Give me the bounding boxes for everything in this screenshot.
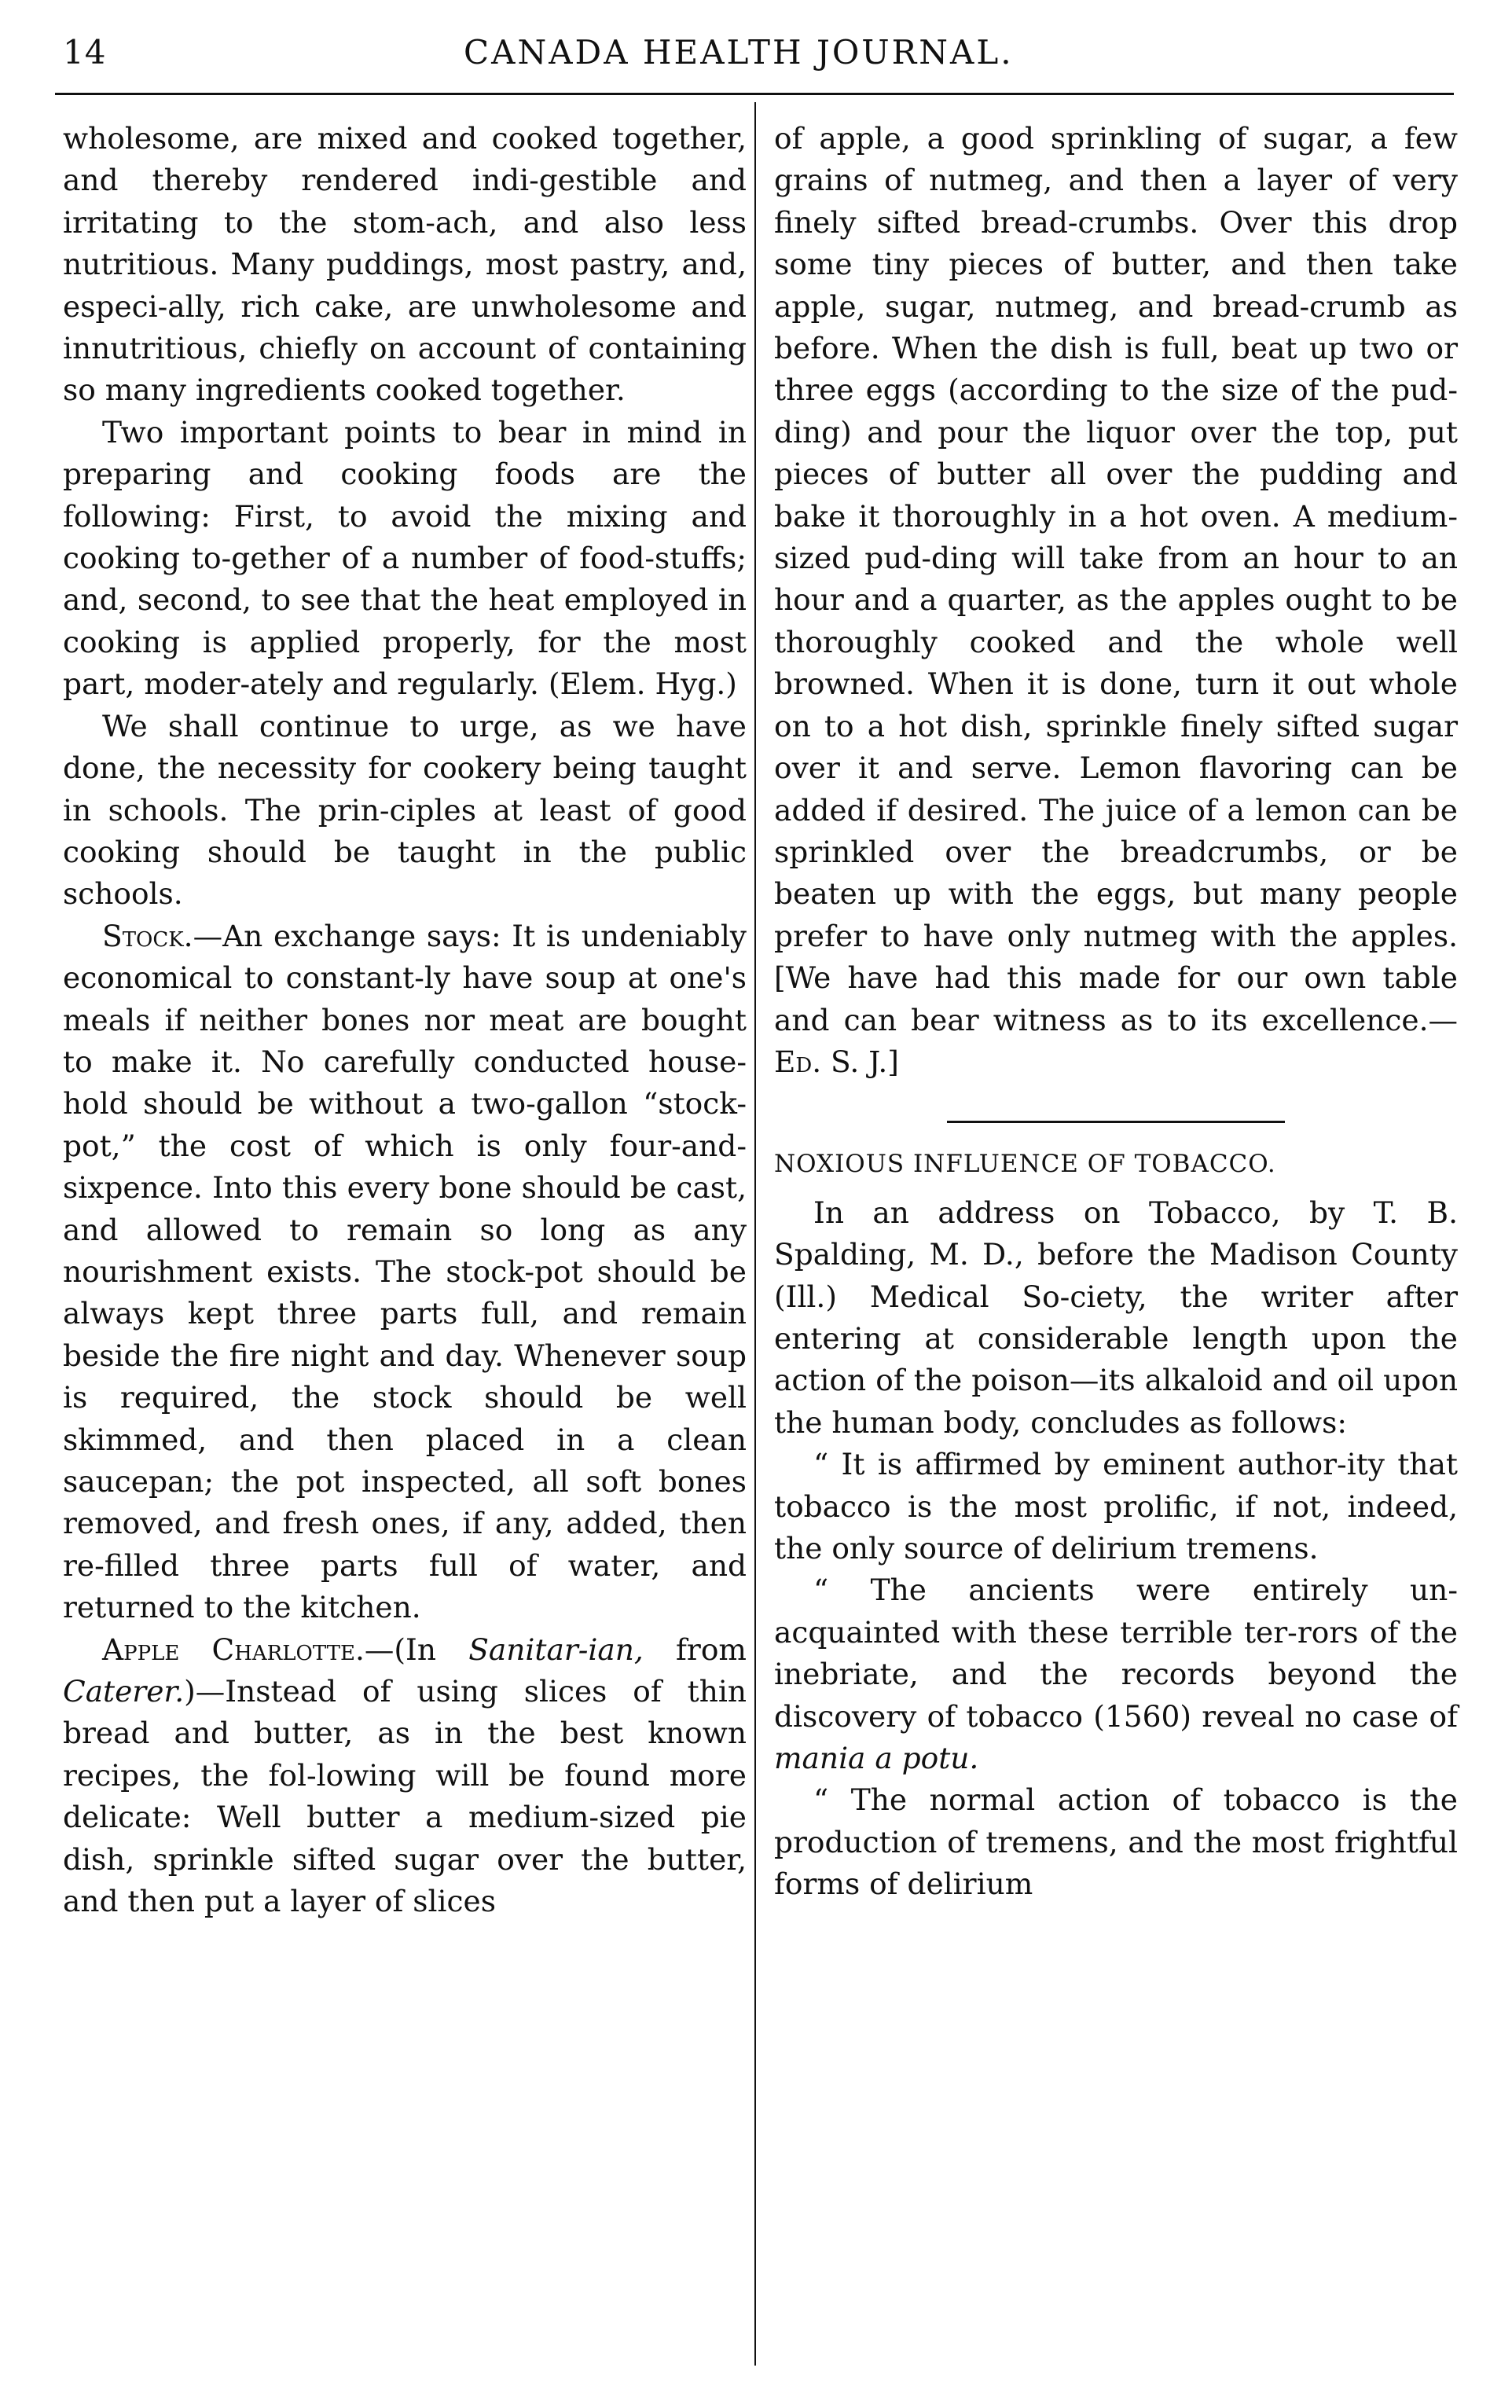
paragraph-apple-charlotte [63,1629,747,1923]
paragraph-cookery-schools: We shall continue to urge, as we have done, the necessity for cookery being taught in schools. The prin-ciples at least of good cooking should be taught in the public schools. [63,708,747,912]
page-header [55,33,1454,83]
editor-signature: Ed. S. J. [774,1044,888,1079]
source-caterer: Caterer. [63,1674,185,1709]
section-rule [947,1121,1285,1123]
paragraph-apple-charlotte-continued [774,118,1458,1083]
page-number: 14 [63,33,107,72]
left-column [63,118,747,1922]
header-rule [55,93,1454,95]
quote-2-text: “ The ancients were entirely un-acquainted with these terrible ter-rors of the inebriate, and the records beyond the discovery of tobacco (1560) reveal no case of [774,1573,1458,1734]
stock-text: —An exchange says: It is undeniably economical to constant-ly have soup at one's meals if neither bones nor meat are bought to make it. No carefully conducted house-hold should be without a two-gallon “stock-pot,” the cost of which is only four-and-sixpence. Into this every bone should be cast, and allowed to remain so long as any nourishment exists. The stock-pot should be always kept three parts full, and remain beside the fire night and day. Whenever soup is required, the stock should be well skimmed, and then placed in a clean saucepan; the pot inspected, all soft bones removed, and fresh ones, if any, added, then re-filled three parts full of water, and returned to the kitchen. [63,918,747,1625]
paragraph-tobacco-quote-1: “ It is affirmed by eminent author-ity that tobacco is the most prolific, if not, indeed, the only source of delirium tremens. [774,1447,1458,1566]
apple-from: from [643,1632,747,1667]
apple-charlotte-heading: Apple Charlotte. [102,1632,365,1667]
paragraph-tobacco-quote-3: “ The normal action of tobacco is the production of tremens, and the most frightful forms of delirium [774,1782,1458,1902]
apple-intro: —(In [364,1632,469,1667]
apple-continued-text: of apple, a good sprinkling of sugar, a few grains of nutmeg, and then a layer of very finely sifted bread-crumbs. Over this drop some tiny pieces of butter, and then take apple, sugar, nutmeg, and bread-crumb as before. When the dish is full, beat up two or three eggs (according to the size of the pud-ding) and pour the liquor over the top, put pieces of butter all over the pudding and bake it thoroughly in a hot oven. A medium-sized pud-ding will take from an hour to an hour and a quarter, as the apples ought to be thoroughly cooked and the whole well browned. When it is done, turn it out whole on to a hot dish, sprinkle finely sifted sugar over it and serve. Lemon flavoring can be added if desired. The juice of a lemon can be sprinkled over the breadcrumbs, or be beaten up with the eggs, but many people prefer to have only nutmeg with the apples. [We have had this made for our own table and can bear witness as to its excellence.— [774,121,1458,1037]
stock-heading: Stock. [102,918,193,953]
apple-text: )—Instead of using slices of thin bread and butter, as in the best known recipes, the fol-lowing will be found more delicate: Well butter a medium-sized pie dish, sprinkle sifted sugar over the butter, and then put a layer of slices [63,1674,747,1919]
section-title: NOXIOUS INFLUENCE OF TOBACCO. [774,1150,1276,1179]
paragraph-continued: wholesome, are mixed and cooked together, and thereby rendered indi-gestible and irritating to the stom-ach, and also less nutritious. Many puddings, most pastry, and, especi-ally, rich cake, are unwholesome and innutritious, chiefly on account of containing so many ingredients cooked together. [63,121,747,408]
column-divider [754,102,756,2366]
running-title: CANADA HEALTH JOURNAL. [464,33,1014,72]
paragraph-important-points: Two important points to bear in mind in preparing and cooking foods are the following: First, to avoid the mixing and cooking to-gether of a number of food-stuffs; and, second, to see that the heat employed in cooking is applied properly, for the most part, moder-ately and regularly. (Elem. Hyg.) [63,414,747,702]
paragraph-tobacco-quote-2 [774,1569,1458,1779]
paragraph-tobacco-address: In an address on Tobacco, by T. B. Spalding, M. D., before the Madison County (Ill.) Medical So-ciety, the writer after entering at considerable length upon the action of the poison—its alkaloid and oil upon the human body, concludes as follows: [774,1195,1458,1440]
bracket-close: ] [887,1044,899,1079]
mania-a-potu: mania a potu. [774,1741,979,1776]
right-column [774,118,1458,1906]
paragraph-stock [63,916,747,1629]
source-sanitarian: Sanitar-ian, [468,1632,644,1667]
